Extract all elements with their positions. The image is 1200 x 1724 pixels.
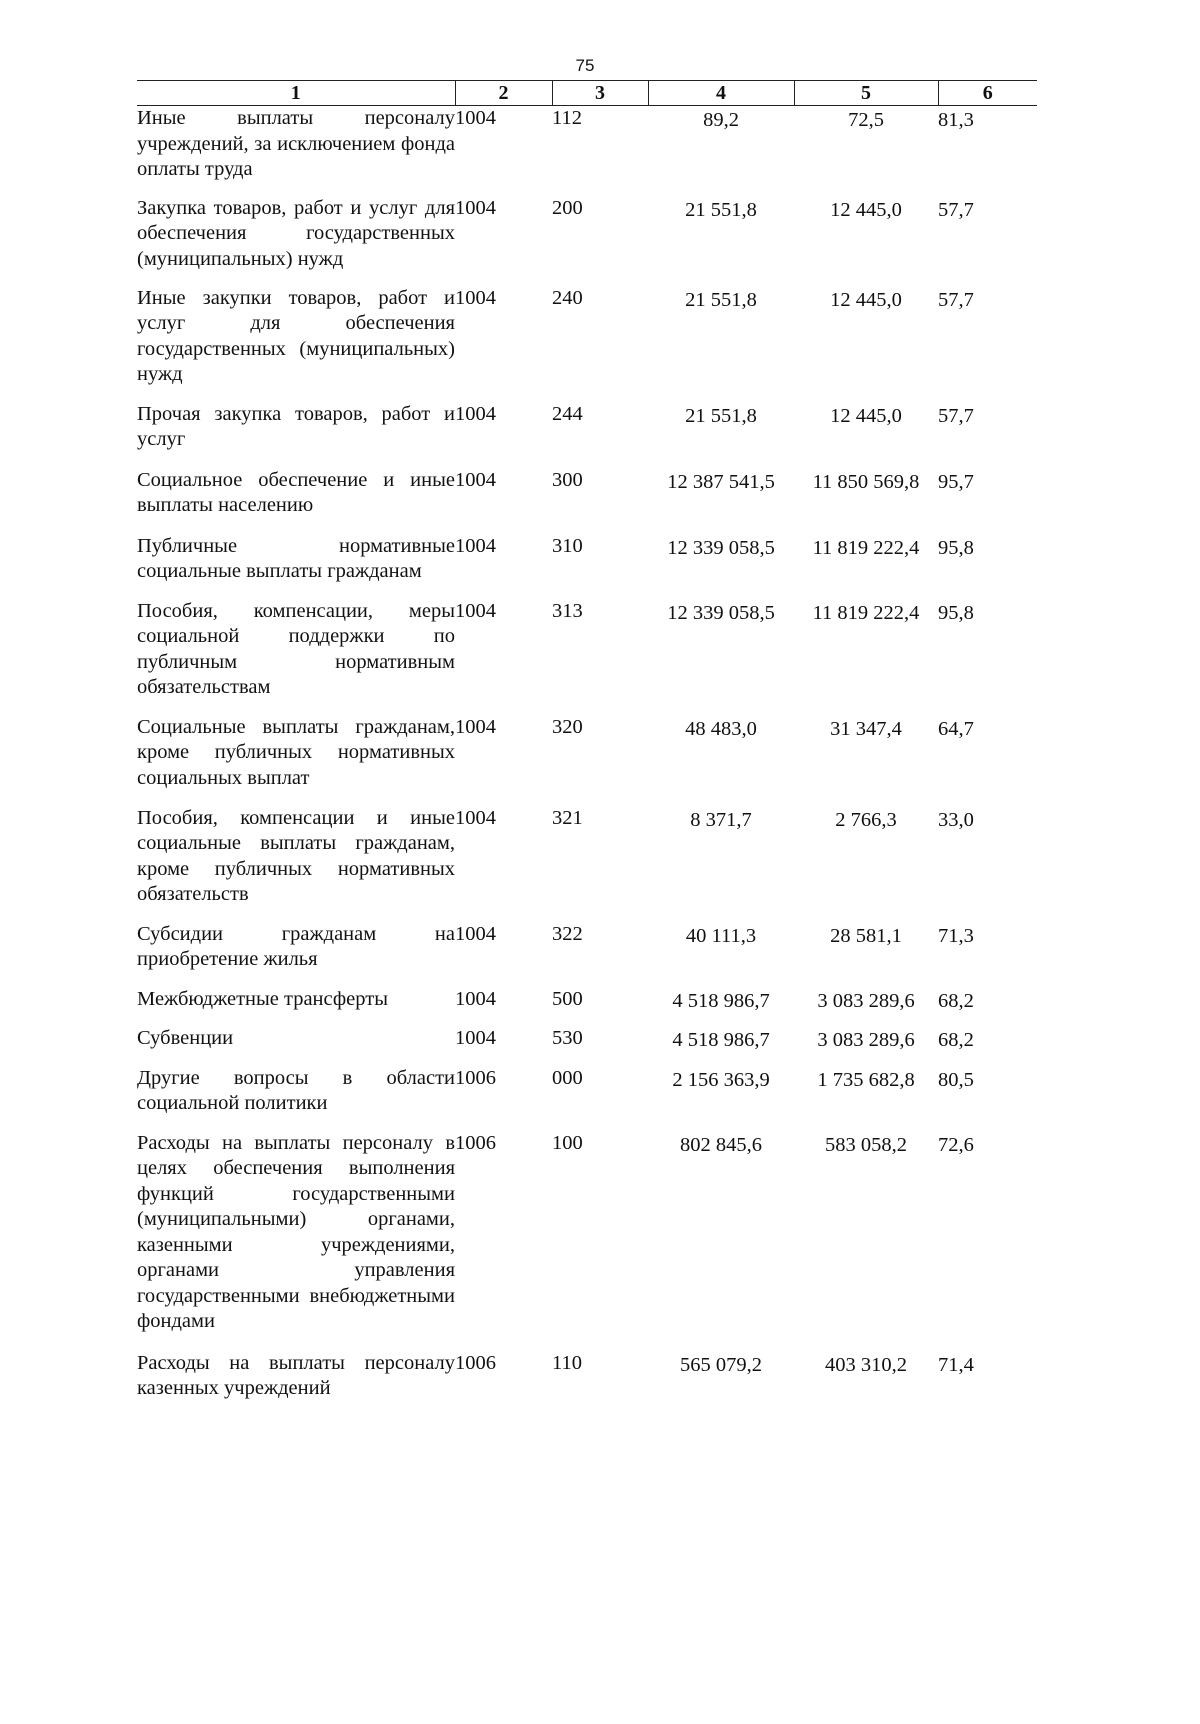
row-value: 68,2 xyxy=(938,989,974,1012)
row-c3-cell xyxy=(552,1351,648,1411)
row-value: 72,6 xyxy=(938,1133,974,1156)
row-c5-cell xyxy=(794,1131,938,1351)
row-c5-cell xyxy=(794,1066,938,1131)
row-value: 80,5 xyxy=(938,1068,974,1091)
row-c4-cell xyxy=(648,1351,794,1411)
row-c5-cell xyxy=(794,806,938,922)
row-value: 71,4 xyxy=(938,1353,974,1376)
row-name-cell xyxy=(137,468,455,534)
row-value: 1004 xyxy=(455,468,496,491)
row-value: 802 845,6 xyxy=(680,1133,762,1156)
row-value: 313 xyxy=(552,599,583,622)
row-c3-cell xyxy=(552,599,648,715)
row-value: 565 079,2 xyxy=(680,1353,762,1376)
row-name: Расходы на выплаты персоналу казенных учреждений xyxy=(137,1351,455,1399)
row-c5-cell xyxy=(794,1351,938,1411)
row-value: 500 xyxy=(552,987,583,1010)
row-c6-cell xyxy=(938,1066,1037,1131)
page-number: 75 xyxy=(575,56,595,75)
row-c4-cell xyxy=(648,987,794,1026)
row-value: 000 xyxy=(552,1066,583,1089)
row-name-cell xyxy=(137,286,455,402)
row-name-cell xyxy=(137,106,455,196)
row-c3-cell xyxy=(552,468,648,534)
row-value: 1006 xyxy=(455,1066,496,1089)
row-value: 33,0 xyxy=(938,808,974,831)
row-value: 1004 xyxy=(455,107,496,129)
row-name-cell xyxy=(137,715,455,806)
row-value: 3 083 289,6 xyxy=(817,1028,915,1051)
row-value: 11 819 222,4 xyxy=(812,536,920,559)
row-value: 57,7 xyxy=(938,288,974,311)
header-col-1: 1 xyxy=(137,81,455,106)
row-name-cell xyxy=(137,922,455,987)
row-value: 110 xyxy=(552,1351,582,1374)
row-c5-cell xyxy=(794,599,938,715)
table-row xyxy=(137,534,1037,599)
row-name: Пособия, компенсации, меры социальной поддержки по публичным нормативным обязательствам xyxy=(137,599,455,698)
row-value: 1004 xyxy=(455,806,496,829)
row-value: 21 551,8 xyxy=(685,404,757,427)
table-row xyxy=(137,1026,1037,1066)
row-c3-cell xyxy=(552,715,648,806)
row-c6-cell xyxy=(938,286,1037,402)
header-col-5: 5 xyxy=(794,81,938,106)
row-name-cell xyxy=(137,196,455,286)
row-value: 95,8 xyxy=(938,536,974,559)
row-c3-cell xyxy=(552,286,648,402)
row-name-cell xyxy=(137,1066,455,1131)
table-row xyxy=(137,106,1037,196)
row-name-cell xyxy=(137,599,455,715)
row-name-cell xyxy=(137,534,455,599)
row-c2-cell xyxy=(455,1026,552,1066)
row-value: 12 387 541,5 xyxy=(667,470,775,493)
row-value: 12 339 058,5 xyxy=(667,601,775,624)
table-row xyxy=(137,806,1037,922)
row-c4-cell xyxy=(648,715,794,806)
row-value: 57,7 xyxy=(938,404,974,427)
row-c3-cell xyxy=(552,922,648,987)
row-value: 403 310,2 xyxy=(825,1353,907,1376)
row-c2-cell xyxy=(455,196,552,286)
row-value: 1004 xyxy=(455,599,496,622)
row-c2-cell xyxy=(455,534,552,599)
row-name: Социальные выплаты гражданам, кроме публичных нормативных социальных выплат xyxy=(137,715,455,789)
row-value: 11 819 222,4 xyxy=(812,601,920,624)
row-c4-cell xyxy=(648,599,794,715)
row-value: 89,2 xyxy=(703,109,739,131)
row-value: 95,7 xyxy=(938,470,974,493)
row-value: 1004 xyxy=(455,987,496,1010)
row-name: Субвенции xyxy=(137,1026,234,1049)
row-name: Межбюджетные трансферты xyxy=(137,987,388,1010)
row-value: 48 483,0 xyxy=(685,717,757,740)
row-name-cell xyxy=(137,1131,455,1351)
table-row xyxy=(137,402,1037,468)
table-row xyxy=(137,1351,1037,1411)
row-c2-cell xyxy=(455,402,552,468)
row-value: 11 850 569,8 xyxy=(812,470,920,493)
row-c5-cell xyxy=(794,987,938,1026)
row-value: 1004 xyxy=(455,196,496,219)
row-c4-cell xyxy=(648,534,794,599)
row-c3-cell xyxy=(552,1066,648,1131)
row-value: 21 551,8 xyxy=(685,288,757,311)
row-value: 68,2 xyxy=(938,1028,974,1051)
row-c6-cell xyxy=(938,1351,1037,1411)
table-row xyxy=(137,196,1037,286)
row-c6-cell xyxy=(938,534,1037,599)
row-name: Прочая закупка товаров, работ и услуг xyxy=(137,402,455,450)
row-c2-cell xyxy=(455,599,552,715)
budget-table xyxy=(137,80,1037,1411)
row-name: Субсидии гражданам на приобретение жилья xyxy=(137,922,455,970)
row-value: 244 xyxy=(552,402,583,425)
row-c6-cell xyxy=(938,1026,1037,1066)
row-value: 64,7 xyxy=(938,717,974,740)
row-name-cell xyxy=(137,806,455,922)
table-row xyxy=(137,1066,1037,1131)
row-c3-cell xyxy=(552,1026,648,1066)
row-name: Закупка товаров, работ и услуг для обеспечения государственных (муниципальных) нужд xyxy=(137,196,455,270)
row-value: 8 371,7 xyxy=(690,808,752,831)
row-value: 1 735 682,8 xyxy=(817,1068,915,1091)
row-value: 21 551,8 xyxy=(685,198,757,221)
row-value: 583 058,2 xyxy=(825,1133,907,1156)
row-value: 1004 xyxy=(455,1026,496,1049)
row-name: Иные закупки товаров, работ и услуг для обеспечения государственных (муниципальных) нужд xyxy=(137,286,455,385)
header-col-3: 3 xyxy=(552,81,648,106)
row-c6-cell xyxy=(938,715,1037,806)
row-c6-cell xyxy=(938,1131,1037,1351)
row-c2-cell xyxy=(455,1351,552,1411)
row-c4-cell xyxy=(648,196,794,286)
row-c4-cell xyxy=(648,468,794,534)
row-c5-cell xyxy=(794,1026,938,1066)
row-name: Другие вопросы в области социальной политики xyxy=(137,1066,455,1114)
row-c2-cell xyxy=(455,987,552,1026)
table-row xyxy=(137,715,1037,806)
row-c6-cell xyxy=(938,599,1037,715)
table-row xyxy=(137,599,1037,715)
row-name-cell xyxy=(137,402,455,468)
row-value: 95,8 xyxy=(938,601,974,624)
row-c2-cell xyxy=(455,922,552,987)
row-value: 3 083 289,6 xyxy=(817,989,915,1012)
row-c6-cell xyxy=(938,806,1037,922)
row-value: 1006 xyxy=(455,1351,496,1374)
table-row xyxy=(137,922,1037,987)
row-c4-cell xyxy=(648,286,794,402)
row-name: Социальное обеспечение и иные выплаты населению xyxy=(137,468,455,516)
row-c4-cell xyxy=(648,1131,794,1351)
row-c5-cell xyxy=(794,534,938,599)
row-c5-cell xyxy=(794,715,938,806)
row-c5-cell xyxy=(794,196,938,286)
table-row xyxy=(137,468,1037,534)
header-row xyxy=(137,81,1037,106)
row-c3-cell xyxy=(552,402,648,468)
row-name: Иные выплаты персоналу учреждений, за исключением фонда оплаты труда xyxy=(137,107,455,180)
row-name: Пособия, компенсации и иные социальные выплаты гражданам, кроме публичных нормативных обязательств xyxy=(137,806,455,905)
row-c2-cell xyxy=(455,286,552,402)
row-value: 1006 xyxy=(455,1131,496,1154)
row-value: 1004 xyxy=(455,922,496,945)
row-c2-cell xyxy=(455,1066,552,1131)
row-value: 2 156 363,9 xyxy=(672,1068,770,1091)
row-value: 112 xyxy=(552,107,582,129)
row-c3-cell xyxy=(552,196,648,286)
row-c3-cell xyxy=(552,106,648,196)
row-c5-cell xyxy=(794,286,938,402)
row-name-cell xyxy=(137,987,455,1026)
row-value: 71,3 xyxy=(938,924,974,947)
row-value: 81,3 xyxy=(938,109,974,131)
row-value: 1004 xyxy=(455,402,496,425)
row-c5-cell xyxy=(794,106,938,196)
row-value: 200 xyxy=(552,196,583,219)
row-c6-cell xyxy=(938,196,1037,286)
row-value: 310 xyxy=(552,534,583,557)
row-value: 1004 xyxy=(455,286,496,309)
row-name: Публичные нормативные социальные выплаты гражданам xyxy=(137,534,455,582)
row-c2-cell xyxy=(455,715,552,806)
row-value: 1004 xyxy=(455,715,496,738)
row-c6-cell xyxy=(938,468,1037,534)
table-row xyxy=(137,1131,1037,1351)
row-c3-cell xyxy=(552,1131,648,1351)
row-value: 12 445,0 xyxy=(830,288,902,311)
header-col-6: 6 xyxy=(938,81,1037,106)
row-c5-cell xyxy=(794,922,938,987)
row-c2-cell xyxy=(455,806,552,922)
row-value: 4 518 986,7 xyxy=(672,989,770,1012)
row-value: 72,5 xyxy=(848,109,884,131)
row-c5-cell xyxy=(794,468,938,534)
row-c2-cell xyxy=(455,1131,552,1351)
row-value: 530 xyxy=(552,1026,583,1049)
row-value: 1004 xyxy=(455,534,496,557)
row-name: Расходы на выплаты персоналу в целях обеспечения выполнения функций государственными (муниципальными) органами, казенными учреждениями, органами управления государственными внебюджетными фондами xyxy=(137,1131,455,1332)
row-name-cell xyxy=(137,1351,455,1411)
row-c6-cell xyxy=(938,402,1037,468)
row-c3-cell xyxy=(552,534,648,599)
row-value: 321 xyxy=(552,806,583,829)
table-row xyxy=(137,987,1037,1026)
row-value: 300 xyxy=(552,468,583,491)
row-c2-cell xyxy=(455,106,552,196)
row-c4-cell xyxy=(648,922,794,987)
row-value: 12 445,0 xyxy=(830,198,902,221)
row-c3-cell xyxy=(552,987,648,1026)
row-c4-cell xyxy=(648,402,794,468)
row-value: 40 111,3 xyxy=(685,924,757,947)
row-c4-cell xyxy=(648,106,794,196)
row-value: 28 581,1 xyxy=(830,924,902,947)
row-value: 2 766,3 xyxy=(835,808,897,831)
row-name-cell xyxy=(137,1026,455,1066)
row-c4-cell xyxy=(648,1066,794,1131)
table-row xyxy=(137,286,1037,402)
row-c6-cell xyxy=(938,106,1037,196)
header-col-4: 4 xyxy=(648,81,794,106)
row-c6-cell xyxy=(938,922,1037,987)
row-c6-cell xyxy=(938,987,1037,1026)
row-c3-cell xyxy=(552,806,648,922)
row-value: 12 339 058,5 xyxy=(667,536,775,559)
row-value: 100 xyxy=(552,1131,583,1154)
row-value: 322 xyxy=(552,922,583,945)
row-c2-cell xyxy=(455,468,552,534)
row-c4-cell xyxy=(648,806,794,922)
row-value: 57,7 xyxy=(938,198,974,221)
row-value: 240 xyxy=(552,286,583,309)
row-value: 12 445,0 xyxy=(830,404,902,427)
row-c5-cell xyxy=(794,402,938,468)
row-c4-cell xyxy=(648,1026,794,1066)
row-value: 320 xyxy=(552,715,583,738)
header-col-2: 2 xyxy=(455,81,552,106)
row-value: 4 518 986,7 xyxy=(672,1028,770,1051)
row-value: 31 347,4 xyxy=(830,717,902,740)
